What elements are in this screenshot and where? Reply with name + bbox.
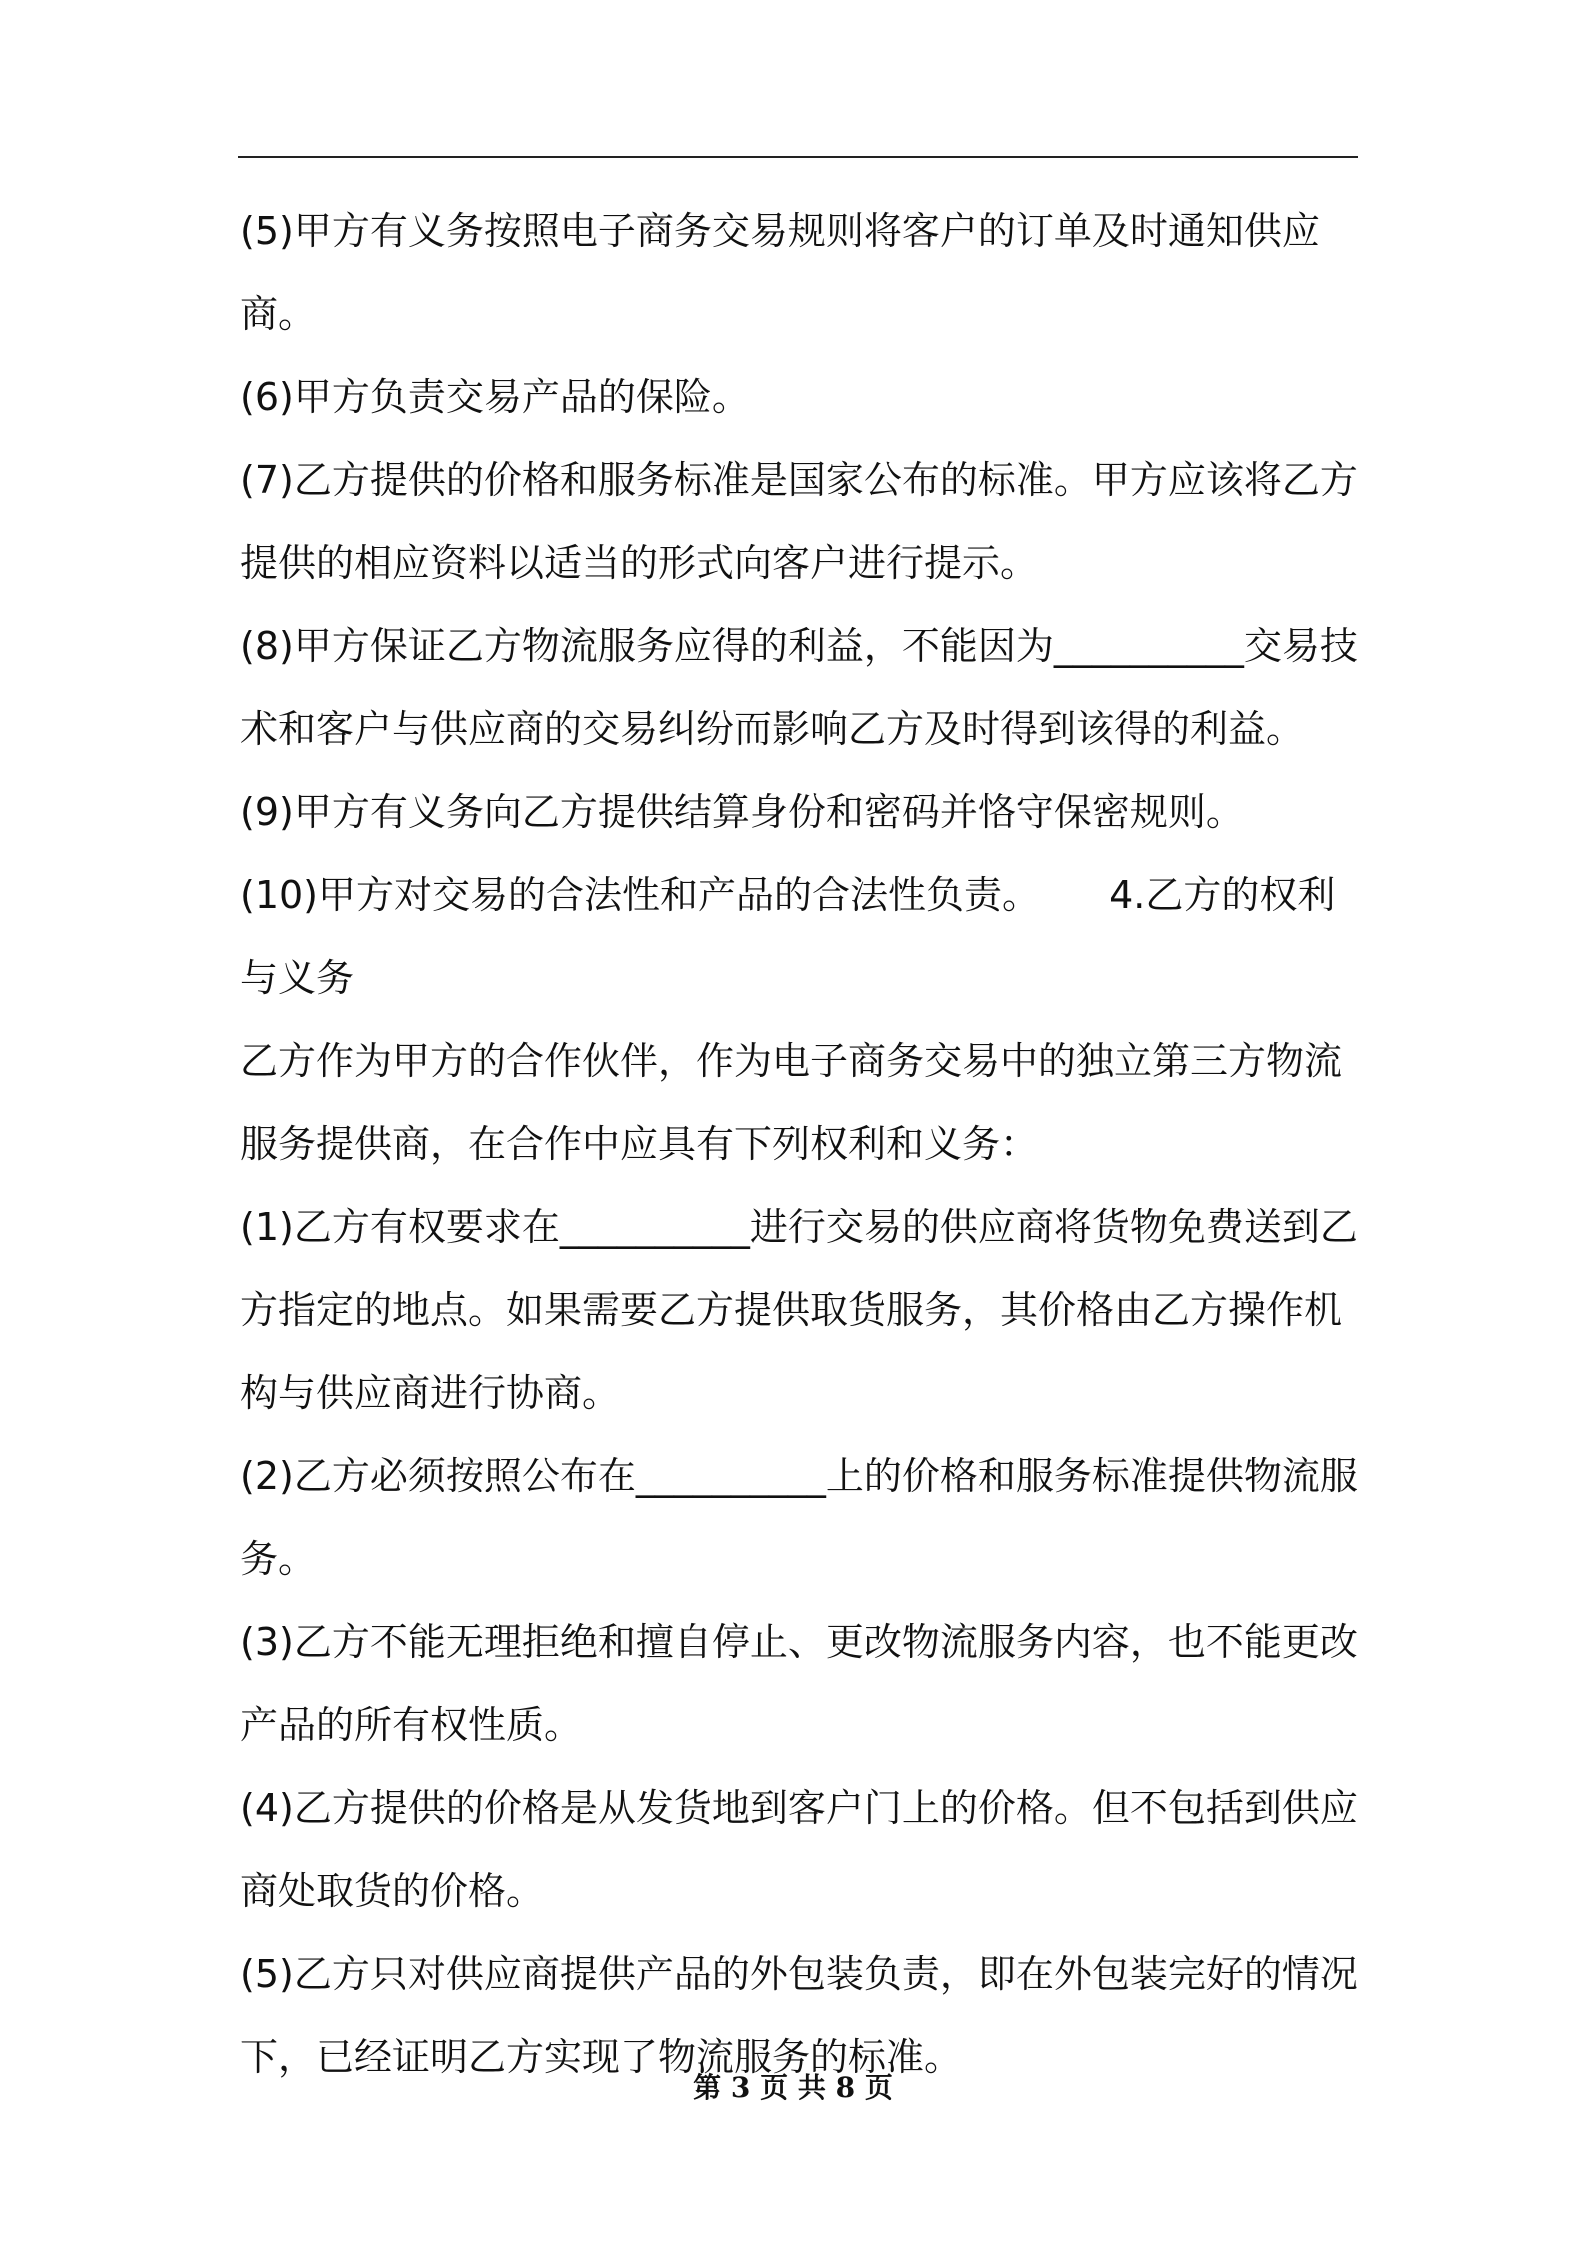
paragraph-party-a-7: (7)乙方提供的价格和服务标准是国家公布的标准。甲方应该将乙方提供的相应资料以适当的形式向客户进行提示。 bbox=[240, 458, 1358, 585]
paragraph-party-b-2: (2)乙方必须按照公布在__________上的价格和服务标准提供物流服务。 bbox=[240, 1454, 1358, 1581]
paragraph-party-b-intro: 乙方作为甲方的合作伙伴，作为电子商务交易中的独立第三方物流服务提供商，在合作中应具有下列权利和义务： bbox=[240, 1039, 1343, 1166]
paragraph-party-b-3: (3)乙方不能无理拒绝和擅自停止、更改物流服务内容，也不能更改产品的所有权性质。 bbox=[240, 1620, 1358, 1747]
page-number: 第 3 页 共 8 页 bbox=[693, 2071, 893, 2104]
document-body bbox=[240, 190, 1360, 2099]
paragraph-party-b-5: (5)乙方只对供应商提供产品的外包装负责，即在外包装完好的情况下，已经证明乙方实现了物流服务的标准。 bbox=[240, 1952, 1358, 2079]
paragraph-party-b-1: (1)乙方有权要求在__________进行交易的供应商将货物免费送到乙方指定的地点。如果需要乙方提供取货服务，其价格由乙方操作机构与供应商进行协商。 bbox=[240, 1205, 1358, 1415]
paragraph-party-a-6: (6)甲方负责交易产品的保险。 bbox=[240, 375, 750, 419]
paragraph-party-a-9: (9)甲方有义务向乙方提供结算身份和密码并恪守保密规则。 bbox=[240, 790, 1244, 834]
paragraph-party-b-4: (4)乙方提供的价格是从发货地到客户门上的价格。但不包括到供应商处取货的价格。 bbox=[240, 1786, 1358, 1913]
paragraph-party-a-8: (8)甲方保证乙方物流服务应得的利益，不能因为__________交易技术和客户与供应商的交易纠纷而影响乙方及时得到该得的利益。 bbox=[240, 624, 1358, 751]
paragraph-party-a-5: (5)甲方有义务按照电子商务交易规则将客户的订单及时通知供应商。 bbox=[240, 209, 1320, 336]
header-rule bbox=[238, 156, 1358, 158]
paragraph-party-a-10: (10)甲方对交易的合法性和产品的合法性负责。 4.乙方的权利与义务 bbox=[240, 873, 1336, 1000]
